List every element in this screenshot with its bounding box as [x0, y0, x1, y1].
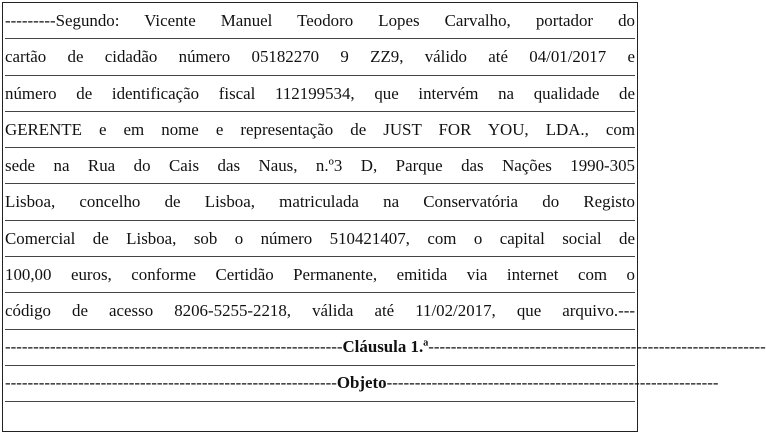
text-line-8: 100,00 euros, conforme Certidão Permanente, emitida via internet com o [5, 257, 635, 293]
object-heading-line [5, 366, 719, 402]
dash-filler-right: ------------------------------------------------------------ [428, 337, 766, 357]
dash-filler-left: ----------------------------------------------------------- [5, 373, 337, 393]
dash-filler-left: ------------------------------------------------------------ [5, 337, 343, 357]
dash-filler-right: ----------------------------------------------------------- [386, 373, 719, 393]
object-heading: Objeto [336, 373, 387, 393]
text-line-9: código de acesso 8206-5255-2218, válida até 11/02/2017, que arquivo.--- [5, 293, 635, 329]
clause-heading-line [5, 330, 766, 366]
text-line-5: sede na Rua do Cais das Naus, n.º3 D, Parque das Nações 1990-305 [5, 148, 635, 184]
clause-heading: Cláusula 1.ª [342, 337, 429, 357]
text-line-4: GERENTE e em nome e representação de JUST FOR YOU, LDA., com [5, 112, 635, 148]
text-line-1: ---------Segundo: Vicente Manuel Teodoro Lopes Carvalho, portador do [5, 3, 635, 39]
text-line-2: cartão de cidadão número 05182270 9 ZZ9, válido até 04/01/2017 e [5, 39, 635, 75]
text-line-6: Lisboa, concelho de Lisboa, matriculada na Conservatória do Registo [5, 184, 635, 220]
text-body [5, 3, 766, 402]
text-line-7: Comercial de Lisboa, sob o número 510421407, com o capital social de [5, 221, 635, 257]
text-line-3: número de identificação fiscal 112199534, que intervém na qualidade de [5, 76, 635, 112]
